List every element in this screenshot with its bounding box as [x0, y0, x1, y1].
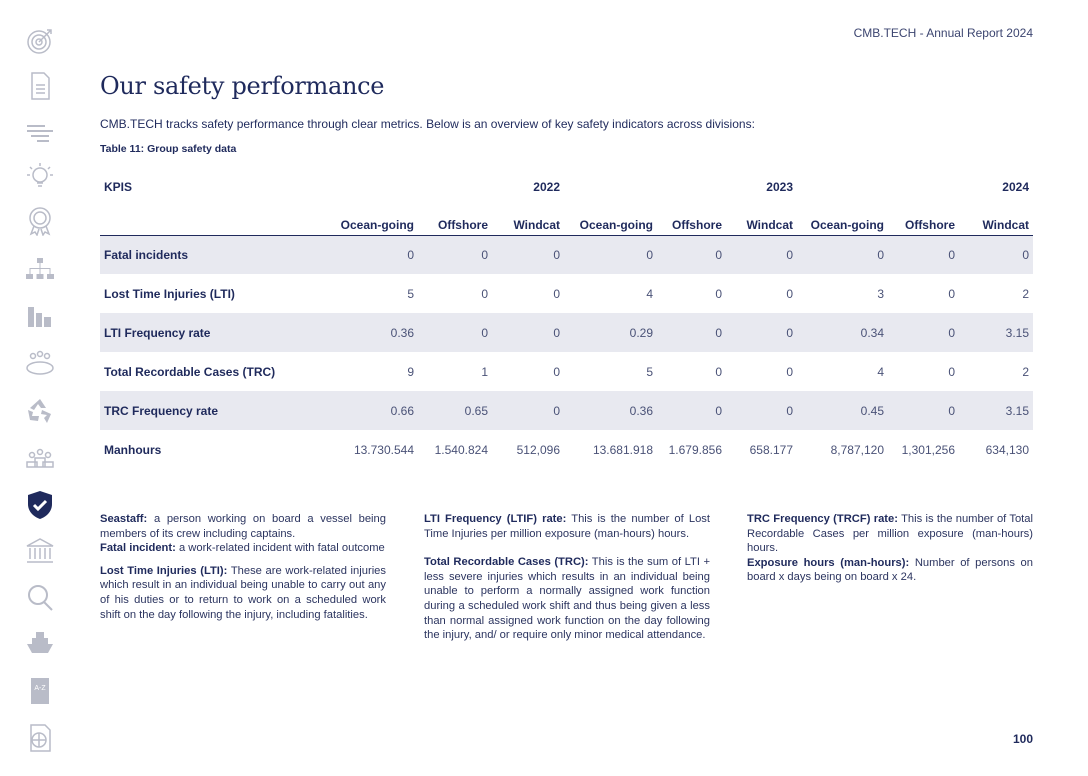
table-cell: 0.66: [330, 391, 418, 430]
bar-chart-icon[interactable]: [20, 299, 60, 333]
table-cell: 4: [646, 286, 653, 301]
table-cell: 0: [888, 235, 959, 274]
table-cell: 8,787,120: [830, 442, 884, 457]
table-cell: 0: [786, 364, 793, 379]
table-cell: 0.29: [564, 313, 657, 352]
table-cell: 1.540.824: [434, 442, 488, 457]
table-cell: 0.65: [418, 391, 492, 430]
lightbulb-icon[interactable]: [20, 159, 60, 193]
search-icon[interactable]: [20, 581, 60, 615]
table-cell: 4: [877, 364, 884, 379]
table-cell: 3: [877, 286, 884, 301]
note-term: Total Recordable Cases (TRC):: [424, 556, 589, 569]
year-header: 2023: [766, 179, 793, 194]
table-cell: 3.15: [959, 391, 1033, 430]
note-definition: a person working on board a vessel being members of its crew including captains.: [100, 513, 386, 540]
table-row: [100, 274, 1033, 313]
safety-data-table: [100, 170, 1033, 469]
award-badge-icon[interactable]: [20, 204, 60, 238]
table-cell: 0: [657, 313, 726, 352]
bank-icon[interactable]: [20, 534, 60, 568]
table-caption: Table 11: Group safety data: [100, 143, 237, 155]
table-cell: 0: [715, 286, 722, 301]
table-cell: 13.730.544: [353, 442, 414, 457]
table-cell: 0: [726, 313, 797, 352]
table-cell: 0.45: [797, 391, 888, 430]
shield-check-icon[interactable]: [20, 488, 60, 522]
table-cell: 634,130: [985, 442, 1029, 457]
note-term: Seastaff:: [100, 513, 148, 525]
table-cell: 0: [418, 235, 492, 274]
table-cell: 1.679.856: [668, 442, 722, 457]
row-label: Manhours: [104, 442, 162, 457]
page-title: Our safety performance: [100, 72, 385, 100]
table-cell: 3.15: [959, 313, 1033, 352]
table-cell: 658.177: [749, 442, 793, 457]
table-cell: 0: [330, 235, 418, 274]
division-header: Offshore: [418, 203, 492, 235]
table-cell: 0: [959, 235, 1033, 274]
row-label: TRC Frequency rate: [100, 391, 330, 430]
table-cell: 0.34: [797, 313, 888, 352]
table-cell: 1: [481, 364, 488, 379]
table-cell: 5: [646, 364, 653, 379]
table-cell: 0: [797, 235, 888, 274]
row-label: LTI Frequency rate: [100, 313, 330, 352]
table-cell: 0: [492, 235, 564, 274]
kpi-header: KPIS: [104, 179, 133, 194]
svg-text:A-Z: A-Z: [34, 685, 46, 692]
table-cell: 0: [553, 286, 560, 301]
table-row: [100, 352, 1033, 391]
table-cell: 0.36: [330, 313, 418, 352]
division-header: Windcat: [726, 203, 797, 235]
table-cell: 13.681.918: [592, 442, 653, 457]
note-definition: a work-related incident with fatal outcome: [175, 542, 385, 555]
table-cell: 0: [492, 391, 564, 430]
table-cell: 0: [948, 286, 955, 301]
year-header: 2022: [533, 179, 560, 194]
table-cell: 2: [1022, 286, 1029, 301]
table-cell: 1,301,256: [901, 442, 955, 457]
target-icon[interactable]: [20, 24, 60, 58]
table-cell: 0: [553, 364, 560, 379]
table-cell: 0: [492, 313, 564, 352]
note-definition: These are work-related injuries which result in an individual being unable to carry out any of his duties or to return to work on a scheduled work shift on the day following the injury, including fatalities.: [100, 564, 386, 621]
table-cell: 0: [481, 286, 488, 301]
document-icon[interactable]: [20, 69, 60, 103]
page-number: 100: [1012, 732, 1033, 746]
table-cell: 0: [657, 235, 726, 274]
division-header: Windcat: [959, 203, 1033, 235]
org-chart-icon[interactable]: [20, 252, 60, 286]
note-definition: This is the sum of LTI + less severe injuries which results in an individual being unable to perform a normally assigned work function during a scheduled work shift and thus being given a less than normal assigned work function on the day following the injury, and/ or require only minor medical attendance.: [424, 556, 710, 642]
empty-header: [100, 203, 330, 235]
table-cell: 0: [888, 391, 959, 430]
table-cell: 512,096: [516, 442, 560, 457]
row-label: Total Recordable Cases (TRC): [104, 364, 276, 379]
table-cell: 0: [657, 391, 726, 430]
table-cell: 0: [715, 364, 722, 379]
table-cell: 0: [726, 391, 797, 430]
note-term: Lost Time Injuries (LTI):: [100, 564, 228, 577]
wind-icon[interactable]: [20, 114, 60, 148]
table-cell: 0: [888, 313, 959, 352]
note-term: TRC Frequency (TRCF) rate:: [747, 513, 898, 525]
row-label: Fatal incidents: [100, 235, 330, 274]
note-term: Fatal incident:: [100, 542, 176, 555]
note-definition: This is the number of Lost Time Injuries per million exposure (man-hours) hours.: [424, 513, 710, 540]
table-cell: 2: [1022, 364, 1029, 379]
division-header: Ocean-going: [330, 203, 418, 235]
notes-column-2: [424, 512, 710, 643]
note-term: LTI Frequency (LTIF) rate:: [424, 513, 567, 525]
note-definition: Number of persons on board x days being on board x 24.: [747, 556, 1033, 584]
note-definition: This is the number of Total Recordable Cases per million exposure (man-hours) hours.: [747, 513, 1034, 555]
people-group-icon[interactable]: [20, 441, 60, 475]
row-label: Lost Time Injuries (LTI): [104, 286, 235, 301]
notes-column-1: [100, 512, 386, 622]
division-header: Offshore: [657, 203, 726, 235]
table-cell: 5: [407, 286, 414, 301]
table-row: [100, 235, 1033, 274]
table-cell: 0: [786, 286, 793, 301]
recycle-icon[interactable]: [20, 394, 60, 428]
year-header: 2024: [1002, 179, 1029, 194]
table-row: [100, 313, 1033, 352]
a-z-glossary-icon[interactable]: [20, 674, 60, 708]
notes-column-3: [747, 512, 1033, 585]
division-header: Windcat: [492, 203, 564, 235]
table-cell: 0.36: [564, 391, 657, 430]
intro-text: CMB.TECH tracks safety performance through clear metrics. Below is an overview of key safety indicators across divisions:: [100, 117, 755, 131]
table-row: [100, 391, 1033, 430]
table-cell: 9: [407, 364, 414, 379]
note-term: Exposure hours (man-hours):: [747, 556, 910, 569]
table-cell: 0: [418, 313, 492, 352]
division-header: Offshore: [888, 203, 959, 235]
division-header: Ocean-going: [564, 203, 657, 235]
community-icon[interactable]: [20, 346, 60, 380]
division-header: Ocean-going: [797, 203, 888, 235]
ship-icon[interactable]: [20, 626, 60, 660]
table-cell: 0: [726, 235, 797, 274]
report-title: CMB.TECH - Annual Report 2024: [853, 26, 1033, 40]
globe-document-icon[interactable]: [20, 721, 60, 755]
table-row: [100, 430, 1033, 469]
table-cell: 0: [564, 235, 657, 274]
table-cell: 0: [948, 364, 955, 379]
